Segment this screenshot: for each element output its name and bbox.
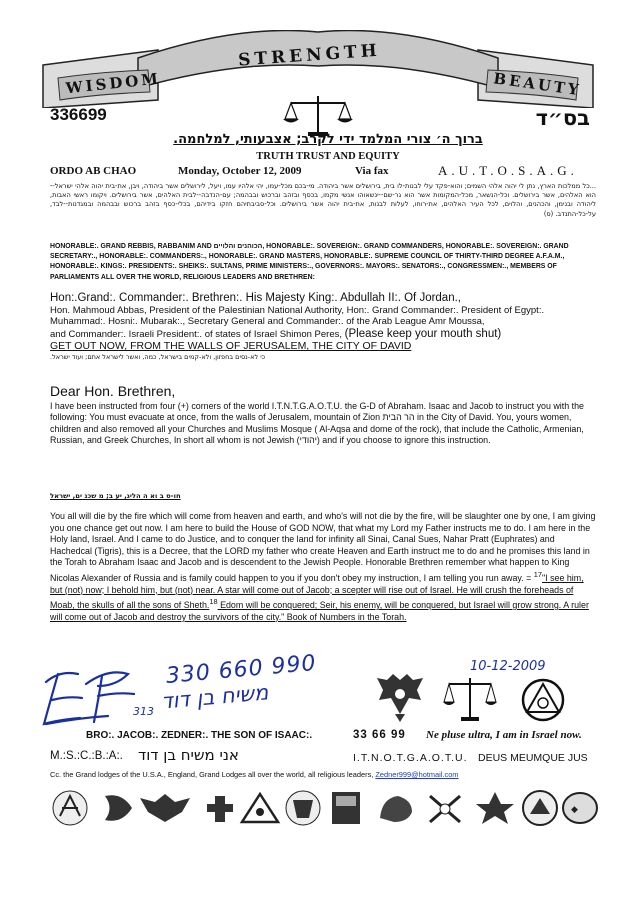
address-line-peres: and Commander:. Israeli President:. of states of Israel Shimon Peres, (Please keep your mouth shut) <box>50 328 502 340</box>
get-out-now-line: GET OUT NOW, FROM THE WALLS OF JERUSALEM, THE CITY OF DAVID <box>50 340 412 352</box>
honorable-list: HONORABLE:. GRAND REBBIS, RABBANIM AND הכוהנים והלויים, HONORABLE:. SOVEREIGN:. GRAND COMMANDERS, HONORABLE:. SOVEREIGN:. GRAND SECRETARY:., HONORABLE:. COMMANDERS:., HONORABLE:. GRAND MASTERS, HONORABLE:. SUPREME COUNCIL OF THIRTY-THIRD DEGREE A.F.A.M., HONORABLE:. KINGS:. PRESIDENTS:. SHEIKS:. SULTANS, PRIME MINISTERS:., GOVERNORS:. MAYORS:. SENATORS:., CONGRESSMEN:., MEMBERS OF PARLIAMENTS ALL OVER THE WORLD, RELIGIOUS LEADERS AND BRETHREN: <box>50 243 569 281</box>
paragraph-instruction: I have been instructed from four (+) corners of the world I.T.N.T.G.A.O.T.U. the G-D of Abraham. Isaac and Jacob to instruct you with the following: You must evacuate at once, from the walls of Jerusalem, mountain of Zion הר הבית in the City of David. You, yours women, children and also removed all your Churches and Muslims Mosque ( Al-Aqsa and dome of the rock), that include the Catholic, Armenian, Russian, and Greek Churches, In short all whom is not Jewish (יהודי) and if you choose to ignore this instruction. <box>50 401 584 446</box>
circle-emblem-icon <box>523 791 557 825</box>
triangle-icon <box>242 794 278 822</box>
badge-icon <box>332 792 360 824</box>
bsd-header: בס״ד <box>535 106 590 130</box>
keystone-icon <box>286 791 320 825</box>
cc-line: Cc. the Grand lodges of the U.S.A., England, Grand Lodges all over the world, all religious leaders, Zedner999@hotmail.com <box>50 770 459 779</box>
deus-motto: DEUS MEUMQUE JUS <box>478 752 588 764</box>
hebrew-verse-small: כי לא-נסים בחפזון, ולא-קמים בישראל, כמה, ואשר לישראל אתם; ועוד ישראל. <box>50 353 266 361</box>
triangle-circle-emblem-icon <box>516 670 571 725</box>
star-icon <box>476 792 514 824</box>
addressee-block <box>50 292 598 361</box>
paragraph-warning: You all will die by the fire which will come from heaven and earth, and who's will not die by the fire, will be slaughter one by one, I am giving you one chance get out now. I am here to build the House of GOD NOW, that what my Lord my Father instructs me to do. I am here in the Holy land, Israel. And I came to do Justice, and to conquer the land for infinity all Sinai, Canal Sues, Nahar Pratt (Euphrates) and Hachedcal (Tigris), this is a Decree, that the LORD my father who create Heaven and Earth instruct me to do and he promises this land in the Torah to Abraham Isaac and Jacob and is descendent to the Jewish People. Honorable Brethren remember what happen to King Nicolas Alexander of Russia and is family could happen to you if you don't obey my instruction, I am telling you run away. = $^{17}$"I see him, but (not) now; I behold him, but (not) near. A star will come out of Jacob; a scepter will rise out of Israel. He will crush the foreheads of Moab, the skulls of all the sons of Sheth.$^{18}$ Edom will be conquered; Seir, his enemy, will be conquered, but Israel will grow strong. A ruler will come out of Jacob and destroy the survivors of the city." Book of Numbers in the Torah. <box>50 511 596 622</box>
oval-emblem-icon <box>563 793 597 823</box>
document-number: 336699 <box>50 105 107 124</box>
cross-crown-icon <box>207 796 233 822</box>
sender-motto: Ne pluse ultra, I am in Israel now. <box>426 729 582 741</box>
autosag-code: A.U.T.O.S.A.G. <box>438 163 578 178</box>
greeting: Dear Hon. Brethren, <box>50 383 176 399</box>
handwritten-313: 313 <box>133 705 154 718</box>
itn-code: I.T.N.O.T.G.A.O.T.U. <box>353 752 468 764</box>
shriners-icon <box>105 795 132 821</box>
banner-strength: STRENGTH <box>237 40 382 71</box>
lion-icon <box>380 796 412 822</box>
address-line-abbas: Hon. Mahmoud Abbas, President of the Palestinian National Authority, Hon:. Grand Commander:. President of Egypt:. Muhammad:. Hosni:. Mubarak:., Secretary General and Commander:. of the Arab League Amr Moussa, <box>50 305 545 327</box>
hebrew-verse-line: חו-ס ב וא ה הליג, יע ב; מ שכנ ים, ישראל <box>50 492 181 500</box>
svg-text:◆: ◆ <box>571 805 578 815</box>
keep-mouth-shut: (Please keep your mouth shut) <box>344 328 502 340</box>
org-name: ORDO AB CHAO <box>50 165 137 177</box>
sender-number: 33 66 99 <box>353 729 406 741</box>
email-link[interactable]: Zedner999@hotmail.com <box>375 770 459 779</box>
banner-wisdom: WISDOM <box>64 69 162 98</box>
header-row <box>50 165 598 181</box>
banner-beauty: BEAUTY <box>492 69 583 100</box>
msc-code: M.:S.:C.:B.:A:. <box>50 750 123 762</box>
square-compass-icon <box>53 791 87 825</box>
letter-date: Monday, October 12, 2009 <box>178 165 302 177</box>
msc-hebrew: אני משיח בן דוד <box>138 746 239 764</box>
handwritten-signature <box>38 662 168 737</box>
letter-page <box>38 30 598 880</box>
hebrew-title: ברוך ה׳ צורי המלמד ידי לקרב; אצבעותי, למלחמה. <box>173 132 483 147</box>
address-line-jordan: Hon:.Grand:. Commander:. Brethren:. His Majesty King:. Abdullah II:. Of Jordan., <box>50 292 461 304</box>
torah-quote: "I see him, but (not) now; I behold him, but (not) near. A star will come out of Jacob; a scepter will rise out of Israel. He will crush the foreheads of Moab, the skulls of all the sons of Sheth. <box>50 572 584 611</box>
emblem-row <box>50 788 598 828</box>
eagle-icon <box>140 794 190 822</box>
via-fax: Via fax <box>355 165 389 177</box>
handwritten-hebrew: משיח בן דוד <box>160 680 270 714</box>
handwritten-number: 330 660 990 <box>164 650 318 689</box>
truth-trust-equity: TRUTH TRUST AND EQUITY <box>256 151 400 162</box>
handwritten-date: 10-12-2009 <box>470 659 546 674</box>
torah-quote-2: Edom will be conquered; Seir, his enemy, will be conquered, but Israel will grow strong. A ruler will come out of Jacob and destroy the survivors of the city." <box>50 600 589 622</box>
hebrew-paragraph: ...כל ממלכות הארץ, נתן לי יהוה אלהי השמים; והוא-פקד עלי לבנות-לו בית, בירושלים אשר ביהודה. מי-בכם מכל-עמו, יהי אלהיו עמו, ויעל, לירושלים אשר ביהודה, ויבן, את-בית יהוה אלהי ישראל--הוא האלהים, אשר בירושלים. וכל-הנשאר, מכל-המקומות אשר הוא גר-שם--ינשאוהו אנשי מקמו, בכסף ובזהב וברכוש ובבהמה; עם-הנדבה--לבית האלהים, אשר בירושלים. ויקומו ראשי האבות, ליהודה ובנימן, והכהנים, והלוים, לכל העיר האלהים, את-רוחו, לעלות לבנות, את-בית יהוה אשר בירושלים. וכל-סביבתיהם חזקו בידיהם, בכלי-כסף בזהב ברכוש ובבהמה ובמגדנות--לבד, על-כל-התנדב. (ס) <box>50 182 596 218</box>
double-headed-eagle-icon <box>373 670 428 725</box>
sender-name: BRO:. JACOB:. ZEDNER:. THE SON OF ISAAC:. <box>86 730 313 741</box>
quote-reference: Book of Numbers in the Torah. <box>284 611 407 622</box>
swords-icon <box>430 796 460 822</box>
scales-emblem-icon <box>443 670 498 725</box>
